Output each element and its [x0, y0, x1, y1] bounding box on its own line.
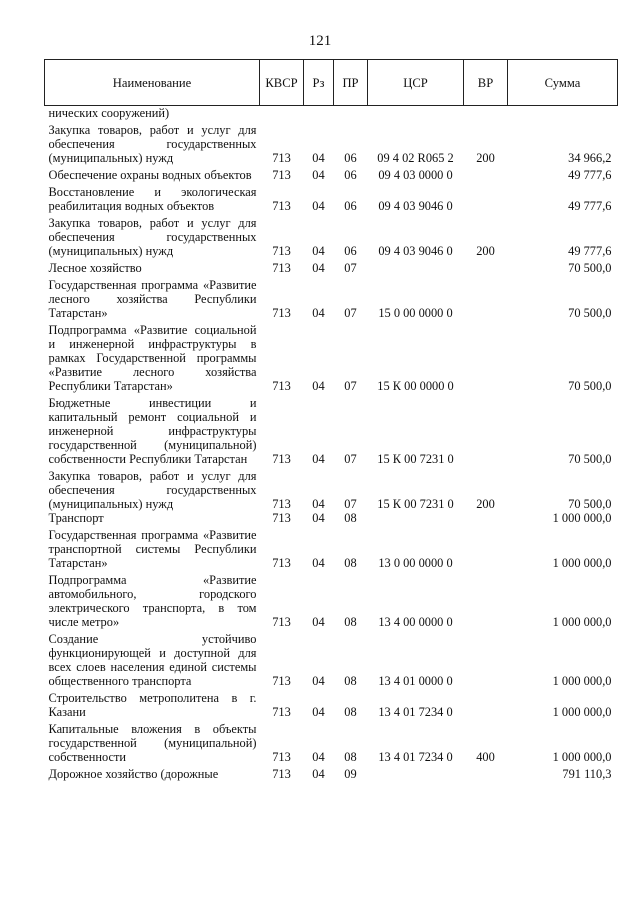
row-kvsr: 713 [272, 379, 291, 393]
row-csr: 13 4 01 7234 0 [378, 750, 453, 764]
row-name: Строительство метрополитена в г. Казани [48, 691, 257, 719]
row-sum: 1 000 000,0 [552, 750, 612, 764]
table-row [45, 165, 618, 182]
row-pr [334, 106, 368, 121]
row-pr: 07 [344, 261, 357, 275]
row-pr: 07 [344, 452, 357, 466]
row-kvsr: 713 [272, 615, 291, 629]
row-pr: 06 [344, 168, 357, 182]
row-name: Закупка товаров, работ и услуг для обеспечения государственных (муниципальных) нужд [48, 216, 257, 258]
row-kvsr: 713 [272, 168, 291, 182]
table-header-row [45, 60, 618, 106]
table-row [45, 120, 618, 165]
budget-table [44, 59, 618, 781]
row-pr: 06 [344, 151, 357, 165]
row-vr [464, 570, 508, 629]
table-row [45, 688, 618, 719]
row-sum: 1 000 000,0 [552, 556, 612, 570]
header-csr: ЦСР [368, 60, 464, 106]
table-row [45, 182, 618, 213]
header-kvsr: КВСР [260, 60, 304, 106]
row-csr [368, 511, 464, 525]
row-sum: 70 500,0 [568, 452, 612, 466]
row-name: Транспорт [48, 511, 104, 525]
row-kvsr: 713 [272, 750, 291, 764]
row-sum: 70 500,0 [568, 379, 612, 393]
row-csr: 13 0 00 0000 0 [378, 556, 453, 570]
row-vr [464, 629, 508, 688]
row-vr: 200 [476, 497, 495, 511]
row-sum: 1 000 000,0 [552, 705, 612, 719]
row-pr: 08 [344, 705, 357, 719]
row-csr: 15 0 00 0000 0 [378, 306, 453, 320]
row-name: Восстановление и экологическая реабилитация водных объектов [48, 185, 257, 213]
row-rz: 04 [312, 556, 325, 570]
row-csr: 09 4 02 R065 2 [377, 151, 454, 165]
row-kvsr: 713 [272, 151, 291, 165]
row-rz: 04 [312, 452, 325, 466]
table-row [45, 393, 618, 466]
row-pr: 07 [344, 379, 357, 393]
row-rz: 04 [312, 168, 325, 182]
header-vr: ВР [464, 60, 508, 106]
row-name: Лесное хозяйство [48, 261, 142, 275]
row-kvsr: 713 [272, 306, 291, 320]
row-name: Создание устойчиво функционирующей и доступной для всех слоев населения единой системы общественного транспорта [48, 632, 257, 688]
row-pr: 08 [344, 615, 357, 629]
row-csr: 15 К 00 0000 0 [377, 379, 454, 393]
row-csr: 13 4 00 0000 0 [378, 615, 453, 629]
row-sum: 70 500,0 [568, 306, 612, 320]
table-row [45, 213, 618, 258]
row-sum: 34 966,2 [568, 151, 612, 165]
row-name: Подпрограмма «Развитие социальной и инженерной инфраструктуры в рамках Государственной программы «Развитие лесного хозяйства Республики Татарстан» [48, 323, 257, 393]
row-csr: 09 4 03 9046 0 [378, 199, 453, 213]
row-rz: 04 [312, 511, 325, 525]
row-csr [368, 258, 464, 275]
table-row [45, 719, 618, 764]
row-pr: 09 [344, 767, 357, 781]
header-pr: ПР [334, 60, 368, 106]
row-vr [464, 182, 508, 213]
row-csr: 09 4 03 0000 0 [378, 168, 453, 182]
row-rz: 04 [312, 497, 325, 511]
row-kvsr: 713 [272, 261, 291, 275]
row-rz: 04 [312, 767, 325, 781]
row-kvsr: 713 [272, 244, 291, 258]
row-vr [464, 688, 508, 719]
row-vr [464, 275, 508, 320]
row-name: Капитальные вложения в объекты государственной (муниципальной) собственности [48, 722, 257, 764]
row-csr: 15 К 00 7231 0 [377, 497, 454, 511]
row-vr [464, 258, 508, 275]
row-name: Государственная программа «Развитие лесного хозяйства Республики Татарстан» [48, 278, 257, 320]
row-sum: 1 000 000,0 [552, 674, 612, 688]
row-kvsr: 713 [272, 497, 291, 511]
row-name: Государственная программа «Развитие транспортной системы Республики Татарстан» [48, 528, 257, 570]
row-sum: 49 777,6 [568, 168, 612, 182]
row-kvsr [260, 106, 304, 121]
table-row [45, 106, 618, 121]
row-sum: 1 000 000,0 [552, 511, 612, 525]
row-rz: 04 [312, 615, 325, 629]
row-kvsr: 713 [272, 556, 291, 570]
row-rz: 04 [312, 674, 325, 688]
row-pr: 08 [344, 556, 357, 570]
row-sum [508, 106, 618, 121]
row-rz: 04 [312, 750, 325, 764]
row-vr [464, 764, 508, 781]
row-pr: 08 [344, 750, 357, 764]
row-sum: 791 110,3 [562, 767, 612, 781]
row-rz [304, 106, 334, 121]
row-kvsr: 713 [272, 511, 291, 525]
row-sum: 70 500,0 [568, 261, 612, 275]
row-csr [368, 106, 464, 121]
row-name: Дорожное хозяйство (дорожные [48, 767, 219, 781]
row-csr: 15 К 00 7231 0 [377, 452, 454, 466]
row-csr [368, 764, 464, 781]
row-pr: 06 [344, 244, 357, 258]
row-kvsr: 713 [272, 767, 291, 781]
row-vr [464, 511, 508, 525]
page-number: 121 [308, 33, 332, 49]
row-sum: 49 777,6 [568, 199, 612, 213]
row-sum: 70 500,0 [568, 497, 612, 511]
row-vr: 200 [476, 244, 495, 258]
table-body [45, 106, 618, 782]
row-kvsr: 713 [272, 705, 291, 719]
row-name: нических сооружений) [48, 106, 170, 120]
row-rz: 04 [312, 244, 325, 258]
row-name: Бюджетные инвестиции и капитальный ремонт социальной и инженерной инфраструктуры государственной (муниципальной) собственности Республики Татарстан [48, 396, 257, 466]
row-sum: 1 000 000,0 [552, 615, 612, 629]
row-name: Закупка товаров, работ и услуг для обеспечения государственных (муниципальных) нужд [48, 123, 257, 165]
table-row [45, 629, 618, 688]
row-name: Подпрограмма «Развитие автомобильного, городского электрического транспорта, в том числе метро» [48, 573, 257, 629]
row-rz: 04 [312, 261, 325, 275]
row-rz: 04 [312, 705, 325, 719]
row-vr [464, 320, 508, 393]
row-kvsr: 713 [272, 452, 291, 466]
row-rz: 04 [312, 199, 325, 213]
row-pr: 06 [344, 199, 357, 213]
row-pr: 08 [344, 674, 357, 688]
table-row [45, 466, 618, 511]
row-sum: 49 777,6 [568, 244, 612, 258]
row-vr: 400 [476, 750, 495, 764]
row-kvsr: 713 [272, 674, 291, 688]
row-vr: 200 [476, 151, 495, 165]
table-row [45, 764, 618, 781]
row-rz: 04 [312, 379, 325, 393]
table-row [45, 570, 618, 629]
table-row [45, 258, 618, 275]
table-row [45, 275, 618, 320]
table-row [45, 525, 618, 570]
row-vr [464, 525, 508, 570]
row-rz: 04 [312, 151, 325, 165]
row-pr: 07 [344, 497, 357, 511]
row-csr: 13 4 01 0000 0 [378, 674, 453, 688]
header-name: Наименование [45, 60, 260, 106]
row-vr [464, 106, 508, 121]
row-csr: 09 4 03 9046 0 [378, 244, 453, 258]
header-rz: Рз [304, 60, 334, 106]
row-kvsr: 713 [272, 199, 291, 213]
table-row [45, 511, 618, 525]
header-sum: Сумма [508, 60, 618, 106]
row-pr: 07 [344, 306, 357, 320]
row-name: Обеспечение охраны водных объектов [48, 168, 252, 182]
row-name: Закупка товаров, работ и услуг для обеспечения государственных (муниципальных) нужд [48, 469, 257, 511]
row-csr: 13 4 01 7234 0 [378, 705, 453, 719]
row-vr [464, 165, 508, 182]
row-pr: 08 [344, 511, 357, 525]
row-vr [464, 393, 508, 466]
row-rz: 04 [312, 306, 325, 320]
table-row [45, 320, 618, 393]
